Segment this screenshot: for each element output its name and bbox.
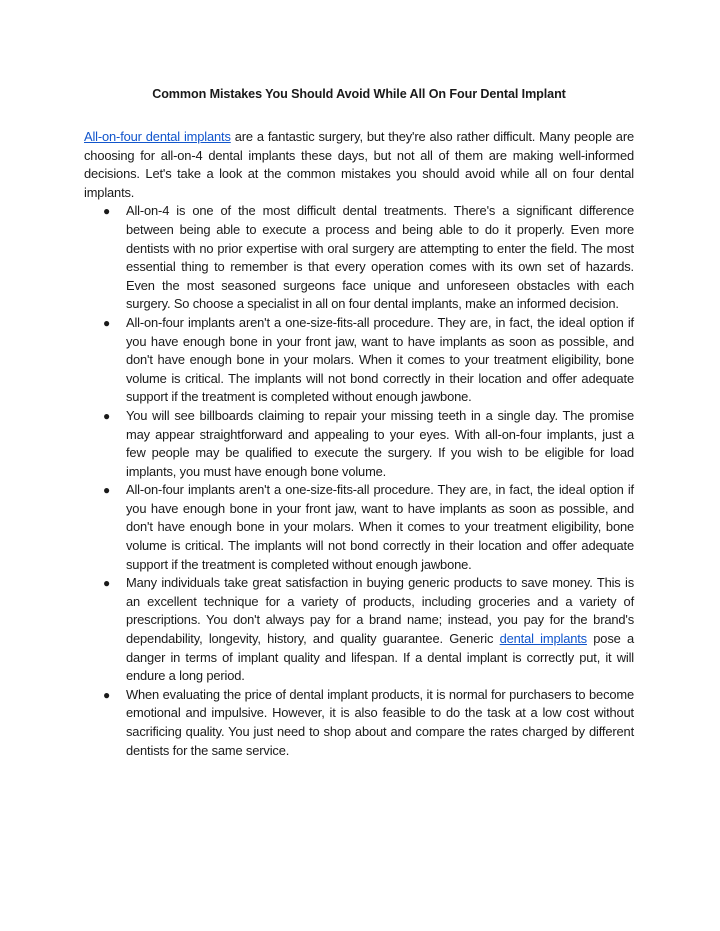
- list-item: [84, 314, 634, 407]
- document-page: [84, 86, 634, 760]
- intro-text: are a fantastic surgery, but they're also rather difficult. Many people are choosing for all-on-4 dental implants these days, but not all of them are making well-informed decisions. Let's take a look at the common mistakes you should avoid while all on four dental implants.: [84, 129, 634, 200]
- list-item: [84, 686, 634, 760]
- list-item-text: All-on-four implants aren't a one-size-fits-all procedure. They are, in fact, the ideal option if you have enough bone in your front jaw, want to have implants as soon as possible, and don't have enough bone in your molars. When it comes to your treatment eligibility, bone volume is critical. The implants will not bond correctly in their location and offer adequate support if the treatment is completed without enough jawbone.: [126, 314, 634, 405]
- list-item: [84, 481, 634, 574]
- list-item-text-before: Many individuals take great satisfaction in buying generic products to save money. This is an excellent technique for a variety of products, including groceries and a variety of prescriptions. You don't always pay for a brand name; instead, you pay for the brand's dependability, longevity, history, and quality guarantee. Generic: [126, 575, 634, 647]
- list-item-text-after: pose a danger in terms of implant quality and lifespan. If a dental implant is correctly put, it will endure a long period.: [126, 631, 634, 684]
- bullet-icon: ●: [103, 204, 111, 219]
- list-item-text: All-on-4 is one of the most difficult dental treatments. There's a significant difference between being able to execute a process and being able to do it properly. Even more dentists with no prior expertise with oral surgery are attempting to enter the field. The most essential thing to remember is that every operation comes with its own set of hazards. Even the most seasoned surgeons face unique and unforeseen obstacles with each surgery. So choose a specialist in all on four dental implants, make an informed decision.: [126, 203, 634, 312]
- dental-implants-link[interactable]: dental implants: [499, 631, 587, 647]
- bullet-icon: ●: [103, 483, 111, 498]
- document-title: Common Mistakes You Should Avoid While All On Four Dental Implant: [152, 87, 566, 101]
- list-item-text: When evaluating the price of dental implant products, it is normal for purchasers to become emotional and impulsive. However, it is also feasible to do the task at a low cost without sacrificing quality. You just need to shop about and compare the rates charged by different dentists for the same service.: [126, 686, 634, 758]
- list-item-text: You will see billboards claiming to repair your missing teeth in a single day. The promise may appear straightforward and appealing to your eyes. With all-on-four implants, just a few people may be qualified to execute the surgery. If you wish to be eligible for load implants, you must have enough bone volume.: [126, 407, 634, 479]
- list-item: [84, 202, 634, 314]
- bullet-icon: ●: [103, 408, 111, 423]
- bullet-icon: ●: [103, 315, 111, 330]
- all-on-four-link[interactable]: All-on-four dental implants: [84, 129, 231, 144]
- bullet-icon: ●: [103, 576, 111, 591]
- intro-paragraph: [84, 128, 634, 202]
- list-item: [84, 407, 634, 481]
- bullet-icon: ●: [103, 687, 111, 702]
- mistakes-list: [84, 202, 634, 760]
- list-item-text: All-on-four implants aren't a one-size-fits-all procedure. They are, in fact, the ideal option if you have enough bone in your front jaw, want to have implants as soon as possible, and don't have enough bone in your molars. When it comes to your treatment eligibility, bone volume is critical. The implants will not bond correctly in their location and offer adequate support if the treatment is completed without enough jawbone.: [126, 482, 634, 572]
- list-item: [84, 574, 634, 686]
